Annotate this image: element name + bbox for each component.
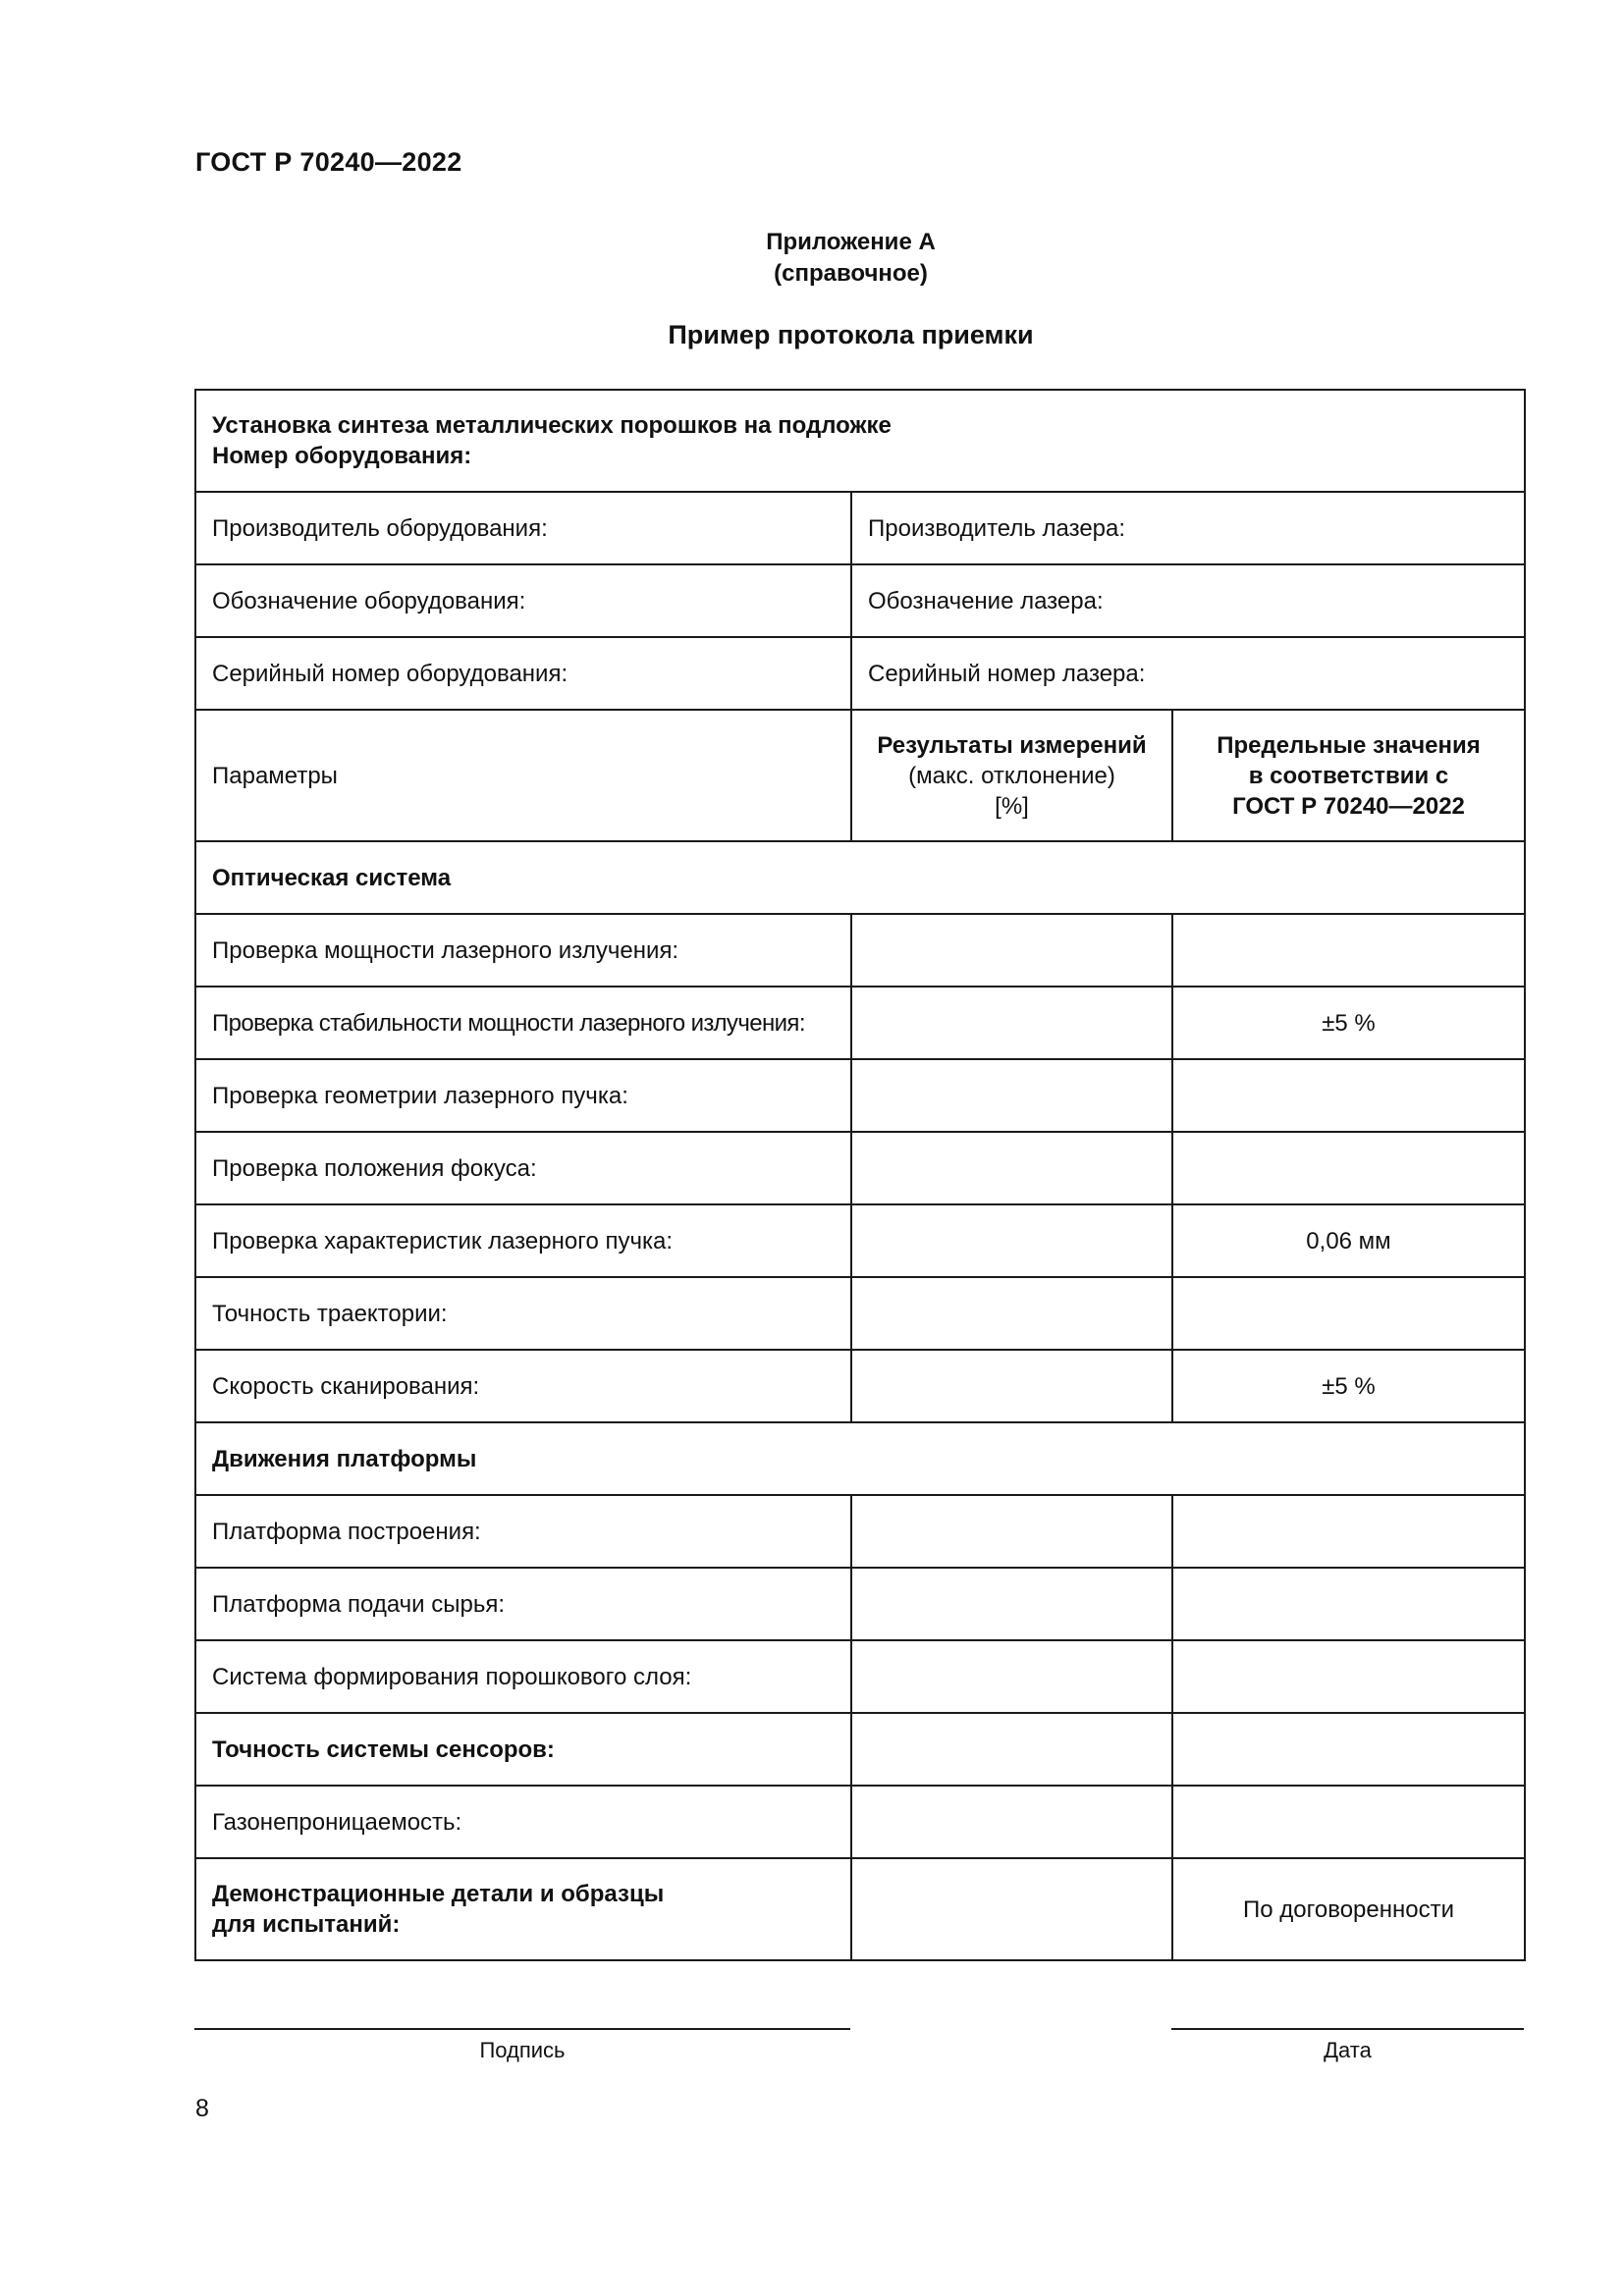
table-row: [195, 1786, 1525, 1858]
result-cell[interactable]: [851, 1059, 1172, 1132]
param-name-cell: Проверка характеристик лазерного пучка:: [195, 1204, 851, 1277]
appendix-title: Пример протокола приемки: [668, 320, 1034, 349]
table-row: [195, 1640, 1525, 1713]
param-name-cell: Проверка стабильности мощности лазерного излучения:: [195, 987, 851, 1059]
table-row: [195, 1858, 1525, 1960]
equipment-designation-cell: Обозначение оборудования:: [195, 564, 851, 637]
signature-label: Подпись: [479, 2038, 566, 2062]
param-name-cell: Скорость сканирования:: [195, 1350, 851, 1422]
results-column-header: [851, 710, 1172, 841]
laser-manufacturer-cell: Производитель лазера:: [851, 492, 1525, 564]
table-row: [195, 1059, 1525, 1132]
column-header-row: [195, 710, 1525, 841]
table-row: [195, 1350, 1525, 1422]
param-name-cell: Проверка положения фокуса:: [195, 1132, 851, 1204]
param-name-cell: [195, 1858, 851, 1960]
limit-cell: [1172, 1059, 1525, 1132]
page-number: 8: [195, 2095, 209, 2122]
limits-header-line1: Предельные значения: [1217, 731, 1481, 759]
limit-cell: 0,06 мм: [1172, 1204, 1525, 1277]
result-cell[interactable]: [851, 1132, 1172, 1204]
limit-cell: [1172, 1640, 1525, 1713]
limit-cell: [1172, 1495, 1525, 1568]
results-header-line1: Результаты измерений: [877, 731, 1147, 759]
table-row: [195, 987, 1525, 1059]
table-row: [195, 1568, 1525, 1640]
results-header-line3: [%]: [995, 792, 1029, 820]
appendix-type: (справочное): [774, 260, 928, 287]
table-row: [195, 1204, 1525, 1277]
section-platform-movement: Движения платформы: [195, 1422, 1525, 1495]
limits-header-line2: в соответствии с: [1248, 762, 1449, 789]
result-cell[interactable]: [851, 1277, 1172, 1350]
limits-header-line3: ГОСТ Р 70240—2022: [1232, 792, 1465, 820]
param-name-cell: Точность траектории:: [195, 1277, 851, 1350]
document-code: ГОСТ Р 70240—2022: [195, 147, 462, 177]
table-row: [195, 1132, 1525, 1204]
laser-designation-cell: Обозначение лазера:: [851, 564, 1525, 637]
result-cell[interactable]: [851, 1713, 1172, 1786]
limit-cell: По договоренности: [1172, 1858, 1525, 1960]
table-row: [195, 1277, 1525, 1350]
table-row: [195, 637, 1525, 710]
result-cell[interactable]: [851, 914, 1172, 987]
section-optical-system: Оптическая система: [195, 841, 1525, 914]
limit-cell: [1172, 1277, 1525, 1350]
limits-column-header: [1172, 710, 1525, 841]
limit-cell: [1172, 1713, 1525, 1786]
result-cell[interactable]: [851, 1786, 1172, 1858]
limit-cell: [1172, 1568, 1525, 1640]
param-name-cell: Проверка мощности лазерного излучения:: [195, 914, 851, 987]
signature-line[interactable]: [194, 2028, 850, 2030]
table-row: [195, 564, 1525, 637]
param-name-cell: Платформа построения:: [195, 1495, 851, 1568]
section-row: [195, 1422, 1525, 1495]
laser-serial-cell: Серийный номер лазера:: [851, 637, 1525, 710]
limit-cell: ±5 %: [1172, 987, 1525, 1059]
limit-cell: ±5 %: [1172, 1350, 1525, 1422]
result-cell[interactable]: [851, 1495, 1172, 1568]
appendix-label: Приложение А: [766, 229, 936, 255]
param-name-cell: Платформа подачи сырья:: [195, 1568, 851, 1640]
result-cell[interactable]: [851, 1640, 1172, 1713]
result-cell[interactable]: [851, 1350, 1172, 1422]
table-row: [195, 914, 1525, 987]
limit-cell: [1172, 1786, 1525, 1858]
table-row: [195, 1495, 1525, 1568]
result-cell[interactable]: [851, 987, 1172, 1059]
equipment-type: Установка синтеза металлических порошков на подложке: [212, 412, 892, 439]
limit-cell: [1172, 914, 1525, 987]
equipment-number-label: Номер оборудования:: [212, 443, 472, 469]
result-cell[interactable]: [851, 1568, 1172, 1640]
equipment-serial-cell: Серийный номер оборудования:: [195, 637, 851, 710]
equipment-header-row: [195, 390, 1525, 492]
param-name-cell: Газонепроницаемость:: [195, 1786, 851, 1858]
params-column-header: Параметры: [195, 710, 851, 841]
equipment-header-cell: [195, 390, 1525, 492]
param-name-cell: Точность системы сенсоров:: [195, 1713, 851, 1786]
demo-parts-line1: Демонстрационные детали и образцы: [212, 1881, 665, 1907]
limit-cell: [1172, 1132, 1525, 1204]
acceptance-protocol-table: [194, 389, 1526, 1961]
result-cell[interactable]: [851, 1858, 1172, 1960]
results-header-line2: (макс. отклонение): [908, 762, 1115, 789]
result-cell[interactable]: [851, 1204, 1172, 1277]
param-name-cell: Система формирования порошкового слоя:: [195, 1640, 851, 1713]
section-row: [195, 841, 1525, 914]
demo-parts-line2: для испытаний:: [212, 1911, 401, 1938]
table-row: [195, 492, 1525, 564]
date-line[interactable]: [1171, 2028, 1524, 2030]
date-label: Дата: [1324, 2038, 1372, 2062]
equipment-manufacturer-cell: Производитель оборудования:: [195, 492, 851, 564]
param-name-cell: Проверка геометрии лазерного пучка:: [195, 1059, 851, 1132]
table-row: [195, 1713, 1525, 1786]
